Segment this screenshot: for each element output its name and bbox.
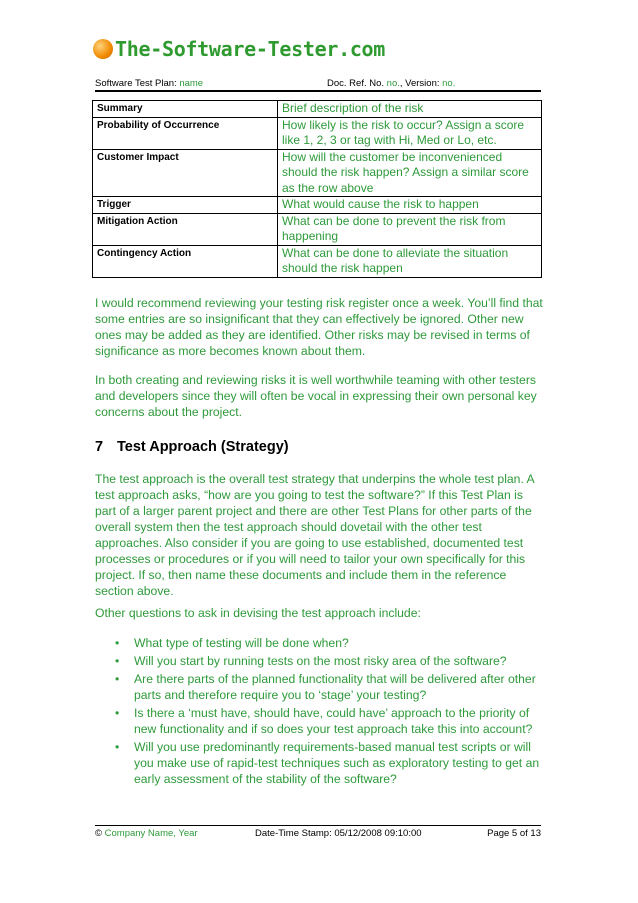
- row-value: What can be done to alleviate the situation should the risk happen: [278, 245, 542, 277]
- row-key: Summary: [93, 101, 278, 118]
- questions-list: [95, 635, 543, 789]
- table-row: [93, 117, 542, 149]
- list-item: • Will you start by running tests on the most risky area of the software?: [115, 654, 507, 668]
- paragraph-teaming: In both creating and reviewing risks it is well worthwhile teaming with other testers and developers since they will often be vocal in expressing their own personal key concerns about the project.: [95, 373, 537, 419]
- table-row: [93, 245, 542, 277]
- list-item: • Will you use predominantly requirements-based manual test scripts or will you make use of rapid-test techniques such as exploratory testing to get an early assessment of the stability of the software?: [115, 740, 540, 786]
- bullet-icon: •: [115, 672, 120, 686]
- row-value: What can be done to prevent the risk from happening: [278, 213, 542, 245]
- row-value: What would cause the risk to happen: [278, 197, 542, 214]
- paragraph-questions-intro: Other questions to ask in devising the test approach include:: [95, 606, 421, 620]
- paragraph-test-approach: The test approach is the overall test strategy that underpins the whole test plan. A test approach asks, “how are you going to test the software?” If this Test Plan is part of a larger parent project and there are other Test Plans for other parts of the overall system then the test approach should dovetail with the other test approaches. Also consider if you are going to use established, documented test processes or procedures or if you will need to tailor your own specifically for this project. If so, then name these documents and include them in the reference section above.: [95, 472, 535, 598]
- copyright-icon: ©: [95, 828, 102, 839]
- list-item: • What type of testing will be done when?: [115, 636, 349, 650]
- bullet-icon: •: [115, 654, 120, 668]
- footer-divider: [95, 825, 541, 826]
- logo-ball-icon: [93, 39, 113, 59]
- footer-timestamp: Date-Time Stamp: 05/12/2008 09:10:00: [255, 828, 422, 839]
- bullet-icon: •: [115, 636, 120, 650]
- section-heading: [95, 439, 289, 455]
- section-title: Test Approach (Strategy): [117, 439, 289, 455]
- header-divider: [95, 90, 541, 92]
- logo-text: The-Software-Tester.com: [115, 37, 386, 61]
- row-key: Mitigation Action: [93, 213, 278, 245]
- plan-name: Software Test Plan: name: [95, 78, 204, 89]
- site-logo: [93, 36, 385, 62]
- bullet-icon: •: [115, 706, 120, 720]
- paragraph-risk-review: I would recommend reviewing your testing risk register once a week. You’ll find that some entries are so insignificant that they can effectively be ignored. Other new ones may be added as they are identified. Other risks may be revised in terms of significance as more becomes known about them.: [95, 296, 543, 358]
- bullet-icon: •: [115, 740, 120, 754]
- row-value: Brief description of the risk: [278, 101, 542, 118]
- row-key: Customer Impact: [93, 149, 278, 197]
- row-value: How likely is the risk to occur? Assign a score like 1, 2, 3 or tag with Hi, Med or Lo, etc.: [278, 117, 542, 149]
- page-footer: [95, 828, 541, 839]
- table-row: [93, 101, 542, 118]
- footer-company: © Company Name, Year: [95, 828, 198, 839]
- list-item: • Is there a ‘must have, should have, could have’ approach to the priority of new functionality and if so does your test approach take this into account?: [115, 706, 533, 736]
- row-value: How will the customer be inconvenienced should the risk happen? Assign a similar score as the row above: [278, 149, 542, 197]
- list-item: • Are there parts of the planned functionality that will be delivered after other parts and therefore require you to ‘stage’ your testing?: [115, 672, 536, 702]
- table-row: [93, 149, 542, 197]
- risk-register-table: [92, 100, 542, 278]
- footer-page-number: Page 5 of 13: [487, 828, 541, 839]
- doc-ref: Doc. Ref. No. no., Version: no.: [327, 78, 456, 89]
- table-row: [93, 197, 542, 214]
- row-key: Trigger: [93, 197, 278, 214]
- page-header: [95, 78, 541, 89]
- row-key: Probability of Occurrence: [93, 117, 278, 149]
- table-row: [93, 213, 542, 245]
- row-key: Contingency Action: [93, 245, 278, 277]
- section-number: 7: [95, 439, 104, 455]
